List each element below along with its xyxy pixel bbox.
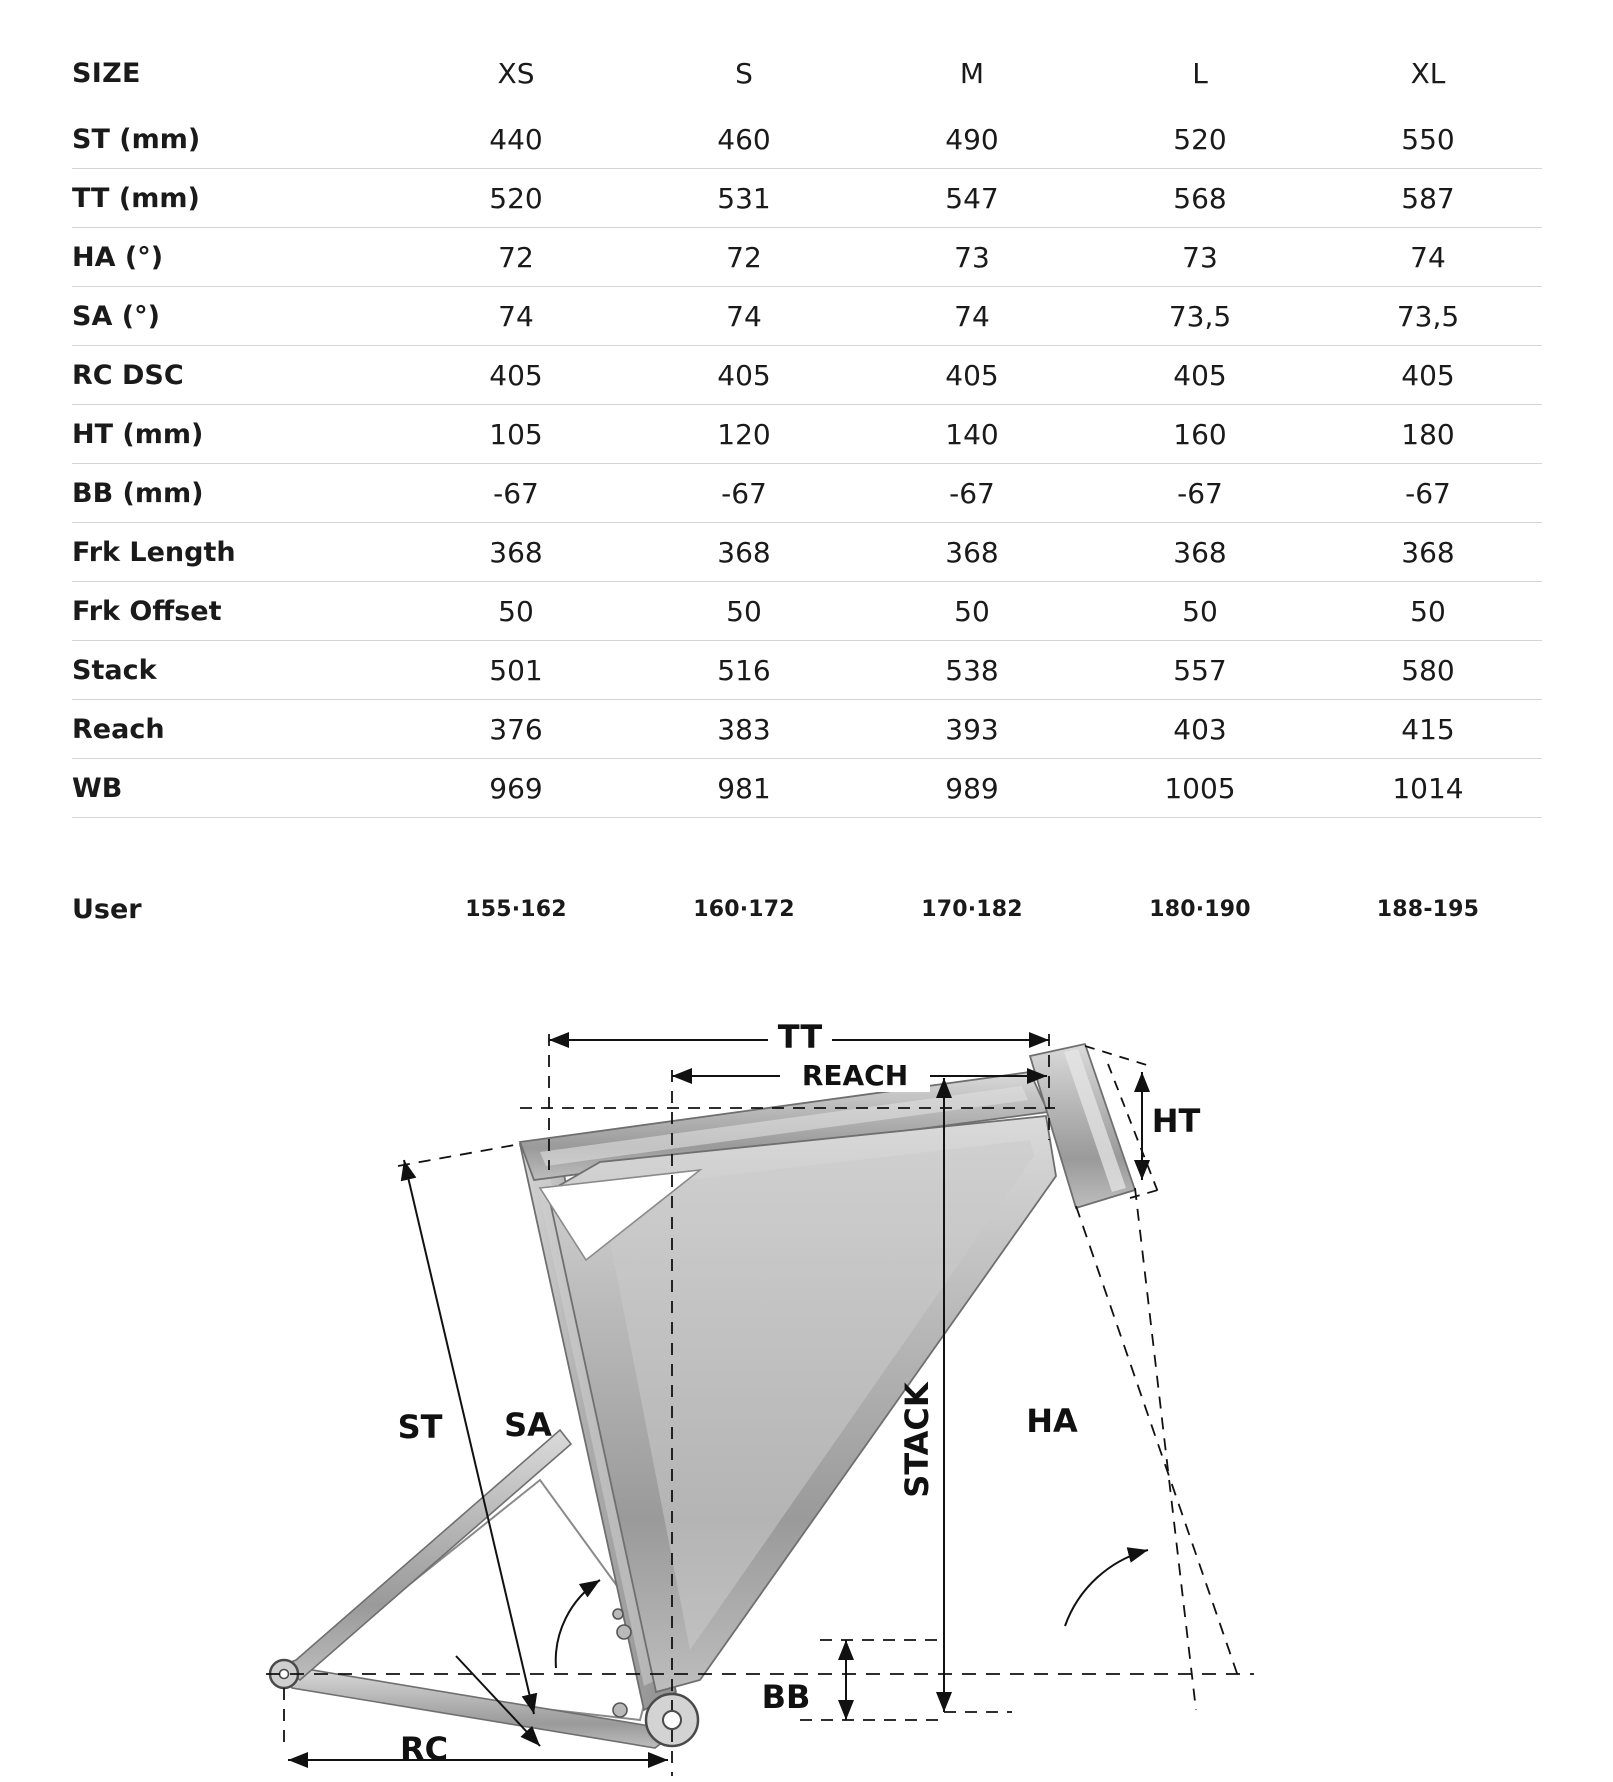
cell-tt-s: 531 <box>630 169 858 228</box>
cell-st-s: 460 <box>630 110 858 169</box>
cell-stack-l: 557 <box>1086 641 1314 700</box>
cell-bb-xs: -67 <box>402 464 630 523</box>
cell-ht-xl: 180 <box>1314 405 1542 464</box>
cell-stack-xs: 501 <box>402 641 630 700</box>
table-row <box>72 228 1542 287</box>
cell-bb-l: -67 <box>1086 464 1314 523</box>
cell-ht-m: 140 <box>858 405 1086 464</box>
cell-frkoffset-m: 50 <box>858 582 1086 641</box>
cell-ha-m: 73 <box>858 228 1086 287</box>
cell-user-m: 170·182 <box>921 896 1023 922</box>
row-label-frk-length: Frk Length <box>72 523 402 582</box>
label-st: ST <box>397 1408 443 1446</box>
label-sa: SA <box>504 1406 552 1444</box>
cell-frkoffset-xl: 50 <box>1314 582 1542 641</box>
cell-frklength-xs: 368 <box>402 523 630 582</box>
table-row <box>72 523 1542 582</box>
cell-wb-s: 981 <box>630 759 858 818</box>
row-label-wb: WB <box>72 759 402 818</box>
table-header <box>72 36 1542 110</box>
cell-rcdsc-m: 405 <box>858 346 1086 405</box>
table-row <box>72 582 1542 641</box>
cell-rcdsc-xs: 405 <box>402 346 630 405</box>
cell-frkoffset-xs: 50 <box>402 582 630 641</box>
label-stack: STACK <box>898 1382 936 1498</box>
cell-sa-xl: 73,5 <box>1314 287 1542 346</box>
table-row <box>72 405 1542 464</box>
row-label-reach: Reach <box>72 700 402 759</box>
user-row <box>72 880 1542 938</box>
table-row <box>72 346 1542 405</box>
row-label-ht: HT (mm) <box>72 405 402 464</box>
label-rc: RC <box>399 1730 449 1768</box>
cell-wb-xs: 969 <box>402 759 630 818</box>
cell-wb-l: 1005 <box>1086 759 1314 818</box>
cell-reach-s: 383 <box>630 700 858 759</box>
cell-frkoffset-s: 50 <box>630 582 858 641</box>
cell-user-l: 180·190 <box>1149 896 1251 922</box>
cell-bb-m: -67 <box>858 464 1086 523</box>
cell-ht-l: 160 <box>1086 405 1314 464</box>
header-size-m: M <box>959 56 985 90</box>
cell-frklength-s: 368 <box>630 523 858 582</box>
label-ha: HA <box>1026 1402 1078 1440</box>
table-body <box>72 110 1542 818</box>
user-height-table <box>72 880 1542 938</box>
header-size-l: L <box>1192 56 1208 90</box>
table-row <box>72 169 1542 228</box>
table-row <box>72 700 1542 759</box>
row-label-sa: SA (°) <box>72 287 402 346</box>
row-label-ha: HA (°) <box>72 228 402 287</box>
cell-reach-m: 393 <box>858 700 1086 759</box>
cell-bb-s: -67 <box>630 464 858 523</box>
cell-sa-m: 74 <box>858 287 1086 346</box>
header-size-xs: XS <box>497 56 535 90</box>
cell-bb-xl: -67 <box>1314 464 1542 523</box>
cell-user-xl: 188-195 <box>1376 896 1480 922</box>
row-label-user: User <box>72 893 142 925</box>
cell-stack-m: 538 <box>858 641 1086 700</box>
row-label-rc-dsc: RC DSC <box>72 346 402 405</box>
cell-ha-s: 72 <box>630 228 858 287</box>
table-row <box>72 759 1542 818</box>
row-label-frk-offset: Frk Offset <box>72 582 402 641</box>
header-row <box>72 36 1542 110</box>
cell-user-xs: 155·162 <box>465 896 567 922</box>
label-bb: BB <box>761 1678 811 1716</box>
cell-sa-s: 74 <box>630 287 858 346</box>
table-row <box>72 287 1542 346</box>
cell-ha-xl: 74 <box>1314 228 1542 287</box>
cell-ht-xs: 105 <box>402 405 630 464</box>
frame-geometry-diagram <box>0 1020 1613 1782</box>
cell-tt-m: 547 <box>858 169 1086 228</box>
label-ht: HT <box>1151 1102 1201 1140</box>
cell-rcdsc-l: 405 <box>1086 346 1314 405</box>
cell-reach-l: 403 <box>1086 700 1314 759</box>
table-row <box>72 464 1542 523</box>
cell-rcdsc-xl: 405 <box>1314 346 1542 405</box>
header-size-label: SIZE <box>72 57 141 89</box>
cell-st-xl: 550 <box>1314 110 1542 169</box>
cell-st-l: 520 <box>1086 110 1314 169</box>
row-label-st: ST (mm) <box>72 110 402 169</box>
cell-wb-m: 989 <box>858 759 1086 818</box>
header-size-s: S <box>735 56 753 90</box>
cell-rcdsc-s: 405 <box>630 346 858 405</box>
cell-st-xs: 440 <box>402 110 630 169</box>
cell-tt-l: 568 <box>1086 169 1314 228</box>
cell-user-s: 160·172 <box>693 896 795 922</box>
row-label-tt: TT (mm) <box>72 169 402 228</box>
header-size-xl: XL <box>1410 56 1446 90</box>
row-label-bb: BB (mm) <box>72 464 402 523</box>
cell-tt-xl: 587 <box>1314 169 1542 228</box>
cell-sa-l: 73,5 <box>1086 287 1314 346</box>
geometry-table <box>72 36 1542 818</box>
cell-reach-xl: 415 <box>1314 700 1542 759</box>
cell-frklength-l: 368 <box>1086 523 1314 582</box>
cell-stack-xl: 580 <box>1314 641 1542 700</box>
cell-frkoffset-l: 50 <box>1086 582 1314 641</box>
cell-ha-l: 73 <box>1086 228 1314 287</box>
label-tt: TT <box>777 1020 823 1056</box>
cell-sa-xs: 74 <box>402 287 630 346</box>
bike-frame-illustration <box>270 1044 1135 1748</box>
cell-tt-xs: 520 <box>402 169 630 228</box>
cell-ht-s: 120 <box>630 405 858 464</box>
cell-stack-s: 516 <box>630 641 858 700</box>
cell-frklength-m: 368 <box>858 523 1086 582</box>
label-reach: REACH <box>801 1059 909 1092</box>
cell-frklength-xl: 368 <box>1314 523 1542 582</box>
table-row <box>72 641 1542 700</box>
cell-reach-xs: 376 <box>402 700 630 759</box>
cell-wb-xl: 1014 <box>1314 759 1542 818</box>
table-row <box>72 110 1542 169</box>
cell-ha-xs: 72 <box>402 228 630 287</box>
cell-st-m: 490 <box>858 110 1086 169</box>
row-label-stack: Stack <box>72 641 402 700</box>
